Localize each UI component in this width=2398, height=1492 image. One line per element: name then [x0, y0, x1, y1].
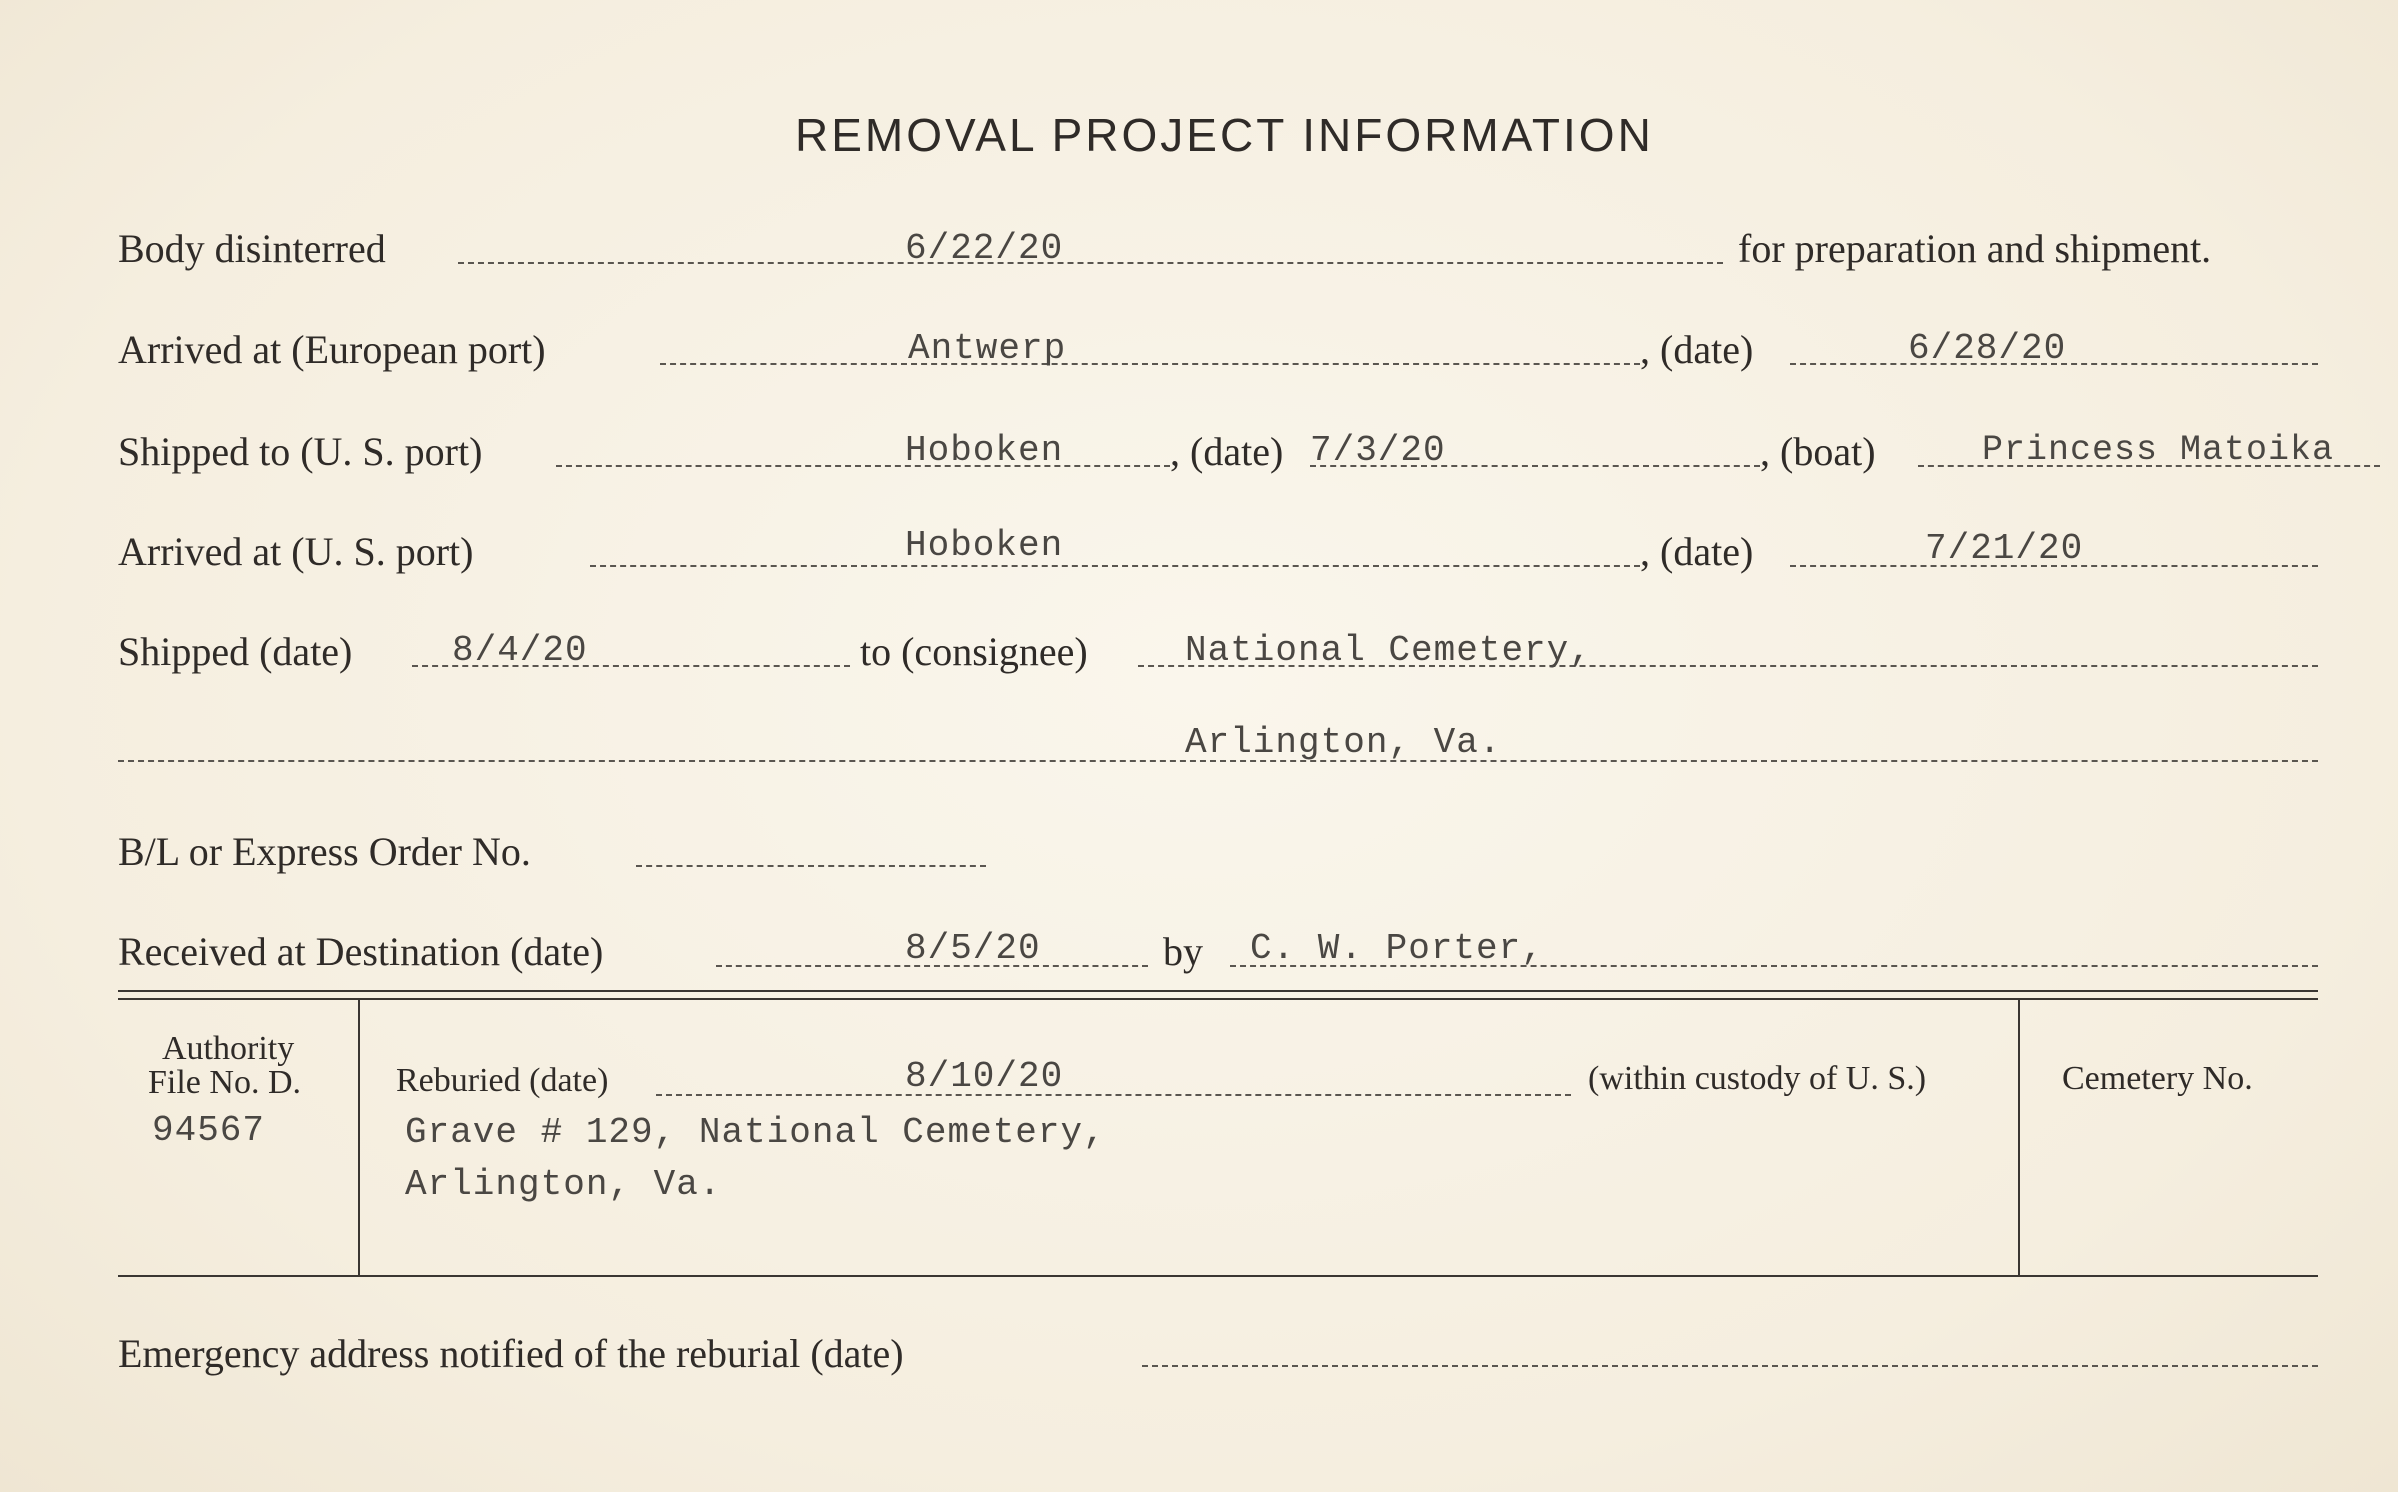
shipped-us-boat: Princess Matoika: [1982, 430, 2335, 470]
custody-note: (within custody of U. S.): [1588, 1060, 1927, 1097]
body-disinterred-date: 6/22/20: [905, 228, 1064, 269]
box-divider-left: [358, 1000, 360, 1275]
shipped-us-port-line: [556, 465, 1170, 467]
body-disinterred-label: Body disinterred: [118, 226, 386, 271]
authority-file-number: 94567: [152, 1110, 266, 1151]
reburied-date-line: [656, 1094, 1571, 1096]
emergency-label: Emergency address notified of the reburial (date): [118, 1331, 904, 1376]
consignee-value-line2: Arlington, Va.: [1185, 722, 1502, 763]
arrived-us-date-label: , (date): [1640, 529, 1754, 574]
received-by-label: by: [1163, 929, 1203, 974]
emergency-line: [1142, 1365, 2318, 1367]
arrived-european-port: Antwerp: [908, 328, 1067, 369]
body-disinterred-suffix: for preparation and shipment.: [1738, 226, 2212, 271]
received-label: Received at Destination (date): [118, 929, 604, 974]
received-date: 8/5/20: [905, 928, 1041, 969]
arrived-us-port-line: [590, 565, 1640, 567]
body-disinterred-line: [458, 262, 1723, 264]
cemetery-no-label: Cemetery No.: [2062, 1060, 2253, 1097]
bl-order-label: B/L or Express Order No.: [118, 829, 531, 874]
box-divider-right: [2018, 1000, 2020, 1275]
shipped-us-label: Shipped to (U. S. port): [118, 429, 483, 474]
received-by: C. W. Porter,: [1250, 928, 1544, 969]
box-bottom-rule: [118, 1275, 2318, 1277]
authority-label: Authority: [162, 1030, 295, 1067]
shipped-us-boat-label: , (boat): [1760, 429, 1876, 474]
shipped-us-port: Hoboken: [905, 430, 1064, 471]
consignee-label: to (consignee): [860, 629, 1088, 674]
arrived-us-label: Arrived at (U. S. port): [118, 529, 474, 574]
arrived-european-label: Arrived at (European port): [118, 327, 546, 372]
arrived-european-port-line: [660, 363, 1640, 365]
shipped-us-date: 7/3/20: [1310, 430, 1446, 471]
double-rule-top: [118, 990, 2318, 992]
bl-order-line: [636, 865, 986, 867]
consignee-value-line1: National Cemetery,: [1185, 630, 1592, 671]
reburied-label: Reburied (date): [396, 1062, 609, 1099]
grave-location-line2: Arlington, Va.: [405, 1164, 722, 1205]
shipped-date-label: Shipped (date): [118, 629, 353, 674]
arrived-us-date: 7/21/20: [1925, 528, 2084, 569]
arrived-european-date-label: , (date): [1640, 327, 1754, 372]
shipped-date: 8/4/20: [452, 630, 588, 671]
file-no-label: File No. D.: [148, 1064, 301, 1101]
arrived-european-date: 6/28/20: [1908, 328, 2067, 369]
arrived-us-port: Hoboken: [905, 525, 1064, 566]
card-title: REMOVAL PROJECT INFORMATION: [795, 109, 1654, 161]
grave-location-line1: Grave # 129, National Cemetery,: [405, 1112, 1106, 1153]
double-rule-bottom: [118, 998, 2318, 1000]
reburied-date: 8/10/20: [905, 1056, 1064, 1097]
shipped-us-date-label: , (date): [1170, 429, 1284, 474]
